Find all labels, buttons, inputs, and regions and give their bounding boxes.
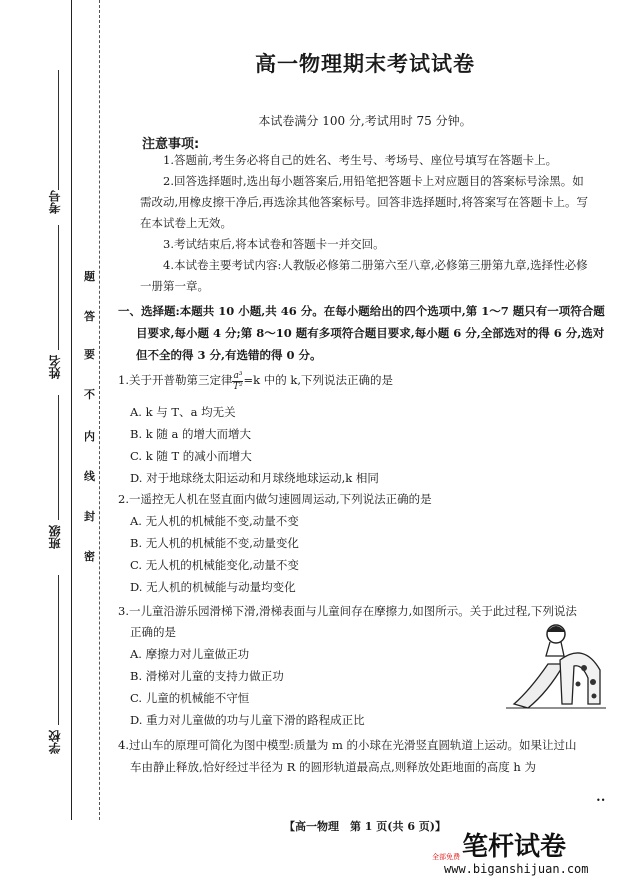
- seal-char: 封: [84, 510, 95, 523]
- seal-dashed-line: [99, 0, 100, 820]
- option: C. 儿童的机械能不守恒: [130, 691, 250, 705]
- notes-heading: 注意事项:: [142, 137, 200, 152]
- option: A. 无人机的机械能不变,动量不变: [130, 514, 299, 528]
- option: A. k 与 T、a 均无关: [130, 405, 236, 419]
- section-instructions: [118, 300, 606, 366]
- option: B. 无人机的机械能不变,动量变化: [130, 536, 299, 550]
- class-label: 班级: [48, 525, 62, 549]
- note-item: 3.考试结束后,将本试卷和答题卡一并交回。: [163, 237, 385, 251]
- watermark-tag: 全部免费: [432, 853, 460, 861]
- watermark-brand: 笔杆试卷: [462, 832, 567, 862]
- watermark-url: www.biganshijuan.com: [444, 862, 589, 876]
- option: C. k 随 T 的减小而增大: [130, 449, 252, 463]
- option: B. k 随 a 的增大而增大: [130, 427, 252, 441]
- school-blank: [58, 575, 59, 725]
- q1-stem-post: =k 中的 k,下列说法正确的是: [243, 373, 394, 387]
- exam-number-label: 考号: [48, 190, 62, 214]
- corner-mark: ••: [596, 796, 606, 805]
- option: D. 无人机的机械能与动量均变化: [130, 580, 296, 594]
- note-item: 2.回答选择题时,选出每小题答案后,用铅笔把答题卡上对应题目的答案标号涂黑。如需改动,用橡皮擦干净后,再选涂其他答案标号。回答非选择题时,将答案写在答题卡上。写在本试卷上无效。: [140, 174, 588, 230]
- page-title: 高一物理期末考试试卷: [255, 52, 475, 76]
- exam-info: 本试卷满分 100 分,考试用时 75 分钟。: [258, 114, 472, 128]
- seal-char: 答: [84, 310, 95, 323]
- option: D. 重力对儿童做的功与儿童下滑的路程成正比: [130, 713, 365, 727]
- option: D. 对于地球绕太阳运动和月球绕地球运动,k 相同: [130, 471, 379, 485]
- slide-figure: [500, 620, 610, 710]
- section-lead: 一、选择题:本题共 10 小题,共 46 分。在每小题给出的四个选项中,第 1～7 题只有一项符合题: [118, 304, 605, 318]
- question-2-stem: 2.一遥控无人机在竖直面内做匀速圆周运动,下列说法正确的是: [118, 492, 432, 506]
- fraction-numerator: a³: [233, 370, 243, 381]
- seal-char: 要: [84, 348, 95, 361]
- seal-char: 题: [84, 270, 95, 283]
- kepler-fraction: [232, 371, 243, 392]
- margin-border-line: [71, 0, 72, 820]
- name-label: 姓名: [48, 355, 62, 379]
- question-4-line1: 4.过山车的原理可简化为图中模型:质量为 m 的小球在光滑竖直圆轨道上运动。如果让过山: [118, 738, 577, 752]
- page-footer: 【高一物理 第 1 页(共 6 页)】: [283, 820, 447, 833]
- seal-char: 密: [84, 550, 95, 563]
- school-label: 学校: [48, 730, 62, 754]
- seal-char: 内: [84, 430, 95, 443]
- question-3-stem-cont: 正确的是: [130, 625, 176, 639]
- q1-stem-pre: 1.关于开普勒第三定律: [118, 373, 233, 387]
- note-item: 4.本试卷主要考试内容:人教版必修第二册第六至八章,必修第三册第九章,选择性必修一册第一章。: [140, 258, 588, 293]
- question-3-stem: 3.一儿童沿游乐园滑梯下滑,滑梯表面与儿童间存在摩擦力,如图所示。关于此过程,下列说法: [118, 604, 577, 618]
- exam-number-blank: [58, 70, 59, 190]
- note-item: 1.答题前,考生务必将自己的姓名、考生号、考场号、座位号填写在答题卡上。: [163, 153, 558, 167]
- fraction-denominator: T²: [233, 381, 243, 392]
- option: B. 滑梯对儿童的支持力做正功: [130, 669, 284, 683]
- seal-char: 线: [84, 470, 95, 483]
- question-4-line2: 车由静止释放,恰好经过半径为 R 的圆形轨道最高点,则释放处距地面的高度 h 为: [130, 760, 536, 774]
- name-blank: [58, 225, 59, 350]
- class-blank: [58, 395, 59, 520]
- seal-char: 不: [84, 388, 95, 401]
- section-rest: 目要求,每小题 4 分;第 8～10 题有多项符合题目要求,每小题 6 分,全部选对的得 6 分,选对但不全的得 3 分,有选错的得 0 分。: [136, 326, 605, 362]
- option: C. 无人机的机械能变化,动量不变: [130, 558, 299, 572]
- question-1-stem: [118, 370, 610, 392]
- option: A. 摩擦力对儿童做正功: [130, 647, 250, 661]
